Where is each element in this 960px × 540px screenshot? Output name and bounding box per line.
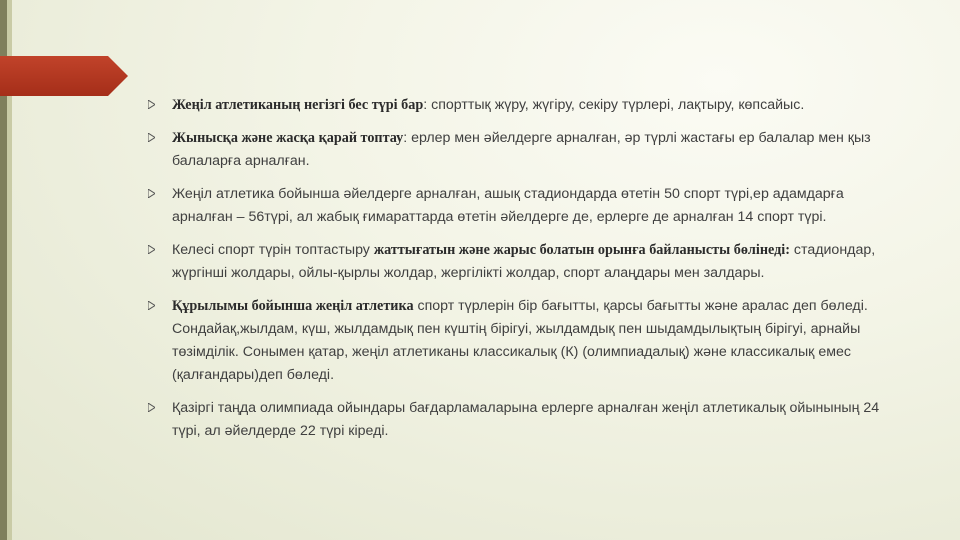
arrow-bullet-icon bbox=[148, 133, 155, 142]
bullet-4-text: стадиондар, жүргінші жолдары, ойлы-қырлы жолдар, жергілікті жолдар, спорт алаңдары мен залдары. bbox=[172, 242, 876, 281]
bullet-2-text: : ерлер мен әйелдерге арналған, әр түрлі жастағы ер балалар мен қыз балаларға арналған. bbox=[172, 130, 871, 169]
accent-arrow-tab bbox=[0, 56, 128, 96]
arrow-bullet-icon bbox=[148, 189, 155, 198]
bullet-1-bold: Жеңіл атлетиканың негізгі бес түрі бар bbox=[172, 97, 424, 113]
bullet-4-pre: Келесі спорт түрін топтастыру bbox=[172, 242, 374, 258]
bullet-5-text: спорт түрлерін бір бағытты, қарсы бағытты және аралас деп бөледі. Сондайақ,жылдам, күш, жылдамдық пен күштің бірігуі, жылдамдық пен шыдамдылықтың бірігуі, арнайы төзімділік. Сонымен қатар, жеңіл атлетиканы классикалық (К) (олимпиадалық) және классикалық емес (қалғандары)деп бөледі. bbox=[172, 298, 868, 383]
bullet-2-bold: Жынысқа және жасқа қарай топтау bbox=[172, 130, 404, 146]
arrow-bullet-icon bbox=[148, 100, 155, 109]
bullet-4-bold: жаттығатын және жарыс болатын орынға байланысты бөлінеді: bbox=[373, 242, 790, 258]
bullet-3-text: Жеңіл атлетика бойынша әйелдерге арналған, ашық стадиондарда өтетін 50 спорт түрі,ер адамдарға арналған – 56түрі, ал жабық ғимараттарда өтетін әйелдерге де, ерлерге де арналған 14 спорт түрі. bbox=[172, 186, 844, 225]
arrow-bullet-icon bbox=[148, 301, 155, 310]
arrow-bullet-icon bbox=[148, 245, 155, 254]
arrow-bullet-icon bbox=[148, 403, 155, 412]
bullet-1-text: : спорттық жүру, жүгіру, секіру түрлері, лақтыру, көпсайыс. bbox=[423, 97, 805, 113]
bullet-item-1 bbox=[148, 94, 908, 117]
bullet-6-text: Қазіргі таңда олимпиада ойындары бағдарламаларына ерлерге арналған жеңіл атлетикалық ойынының 24 түрі, ал әйелдерде 22 түрі кіреді. bbox=[172, 400, 880, 439]
bullet-item-5 bbox=[148, 295, 908, 387]
bullet-item-3 bbox=[148, 183, 908, 229]
bullet-list bbox=[148, 94, 908, 443]
bullet-item-6 bbox=[148, 397, 908, 443]
bullet-item-2 bbox=[148, 127, 908, 173]
bullet-item-4 bbox=[148, 239, 908, 285]
bullet-5-bold: Құрылымы бойынша жеңіл атлетика bbox=[172, 298, 414, 314]
slide-content bbox=[148, 94, 908, 453]
